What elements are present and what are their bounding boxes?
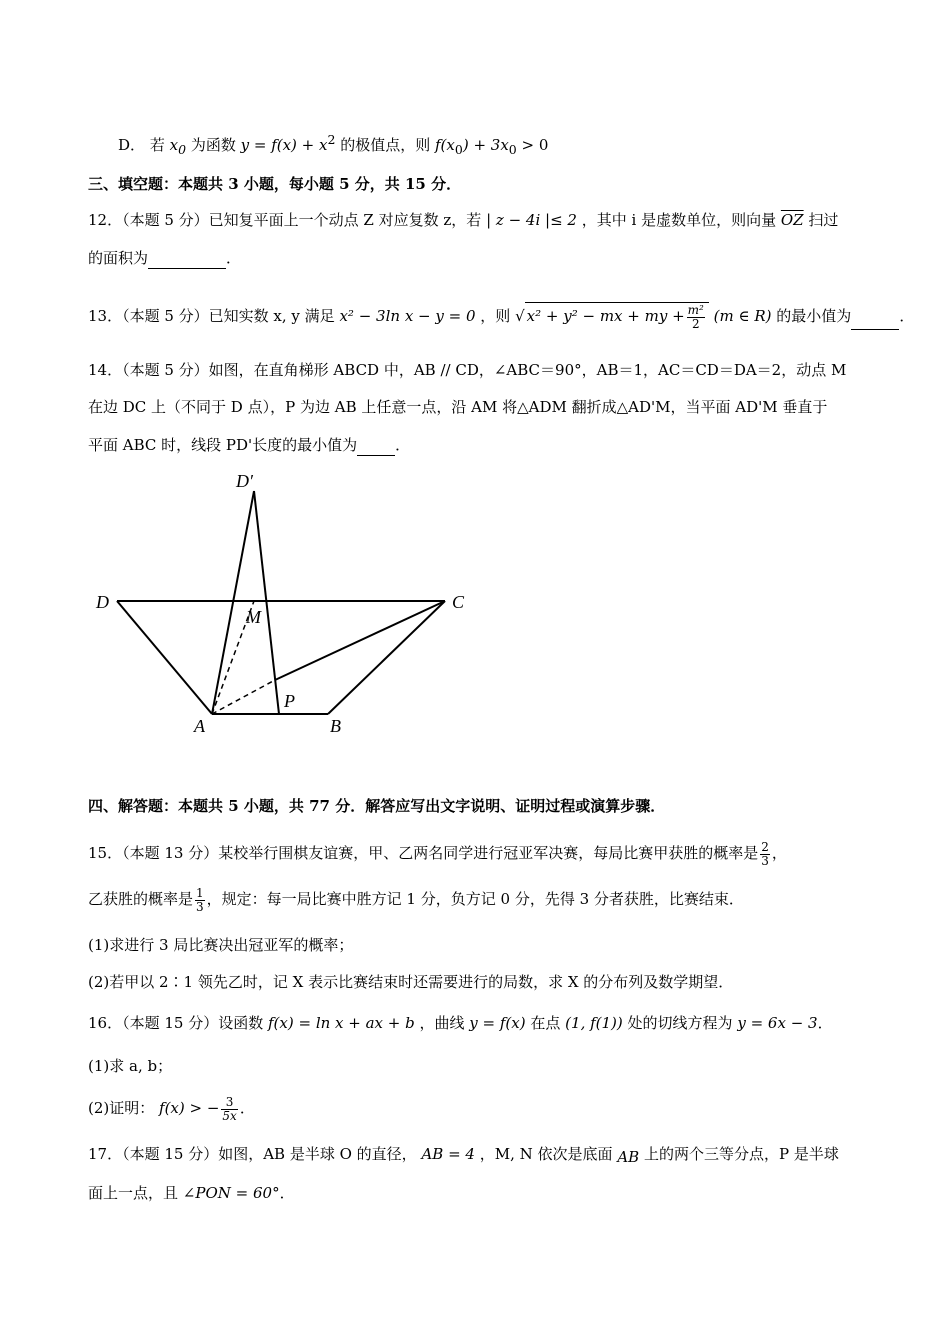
text: ，曲线 [419, 1014, 465, 1032]
label-M: M [246, 607, 261, 627]
text: ． [226, 249, 242, 267]
condition: > 0 [516, 136, 549, 154]
text: 13．（本题 5 分）已知实数 x, y 满足 [88, 307, 335, 325]
formula: f(x) = ln x + ax + b [268, 1014, 415, 1032]
text: (2)证明： [88, 1099, 155, 1117]
formula: x² + y² − mx + my + [526, 307, 685, 325]
text: 处的切线方程为 [627, 1014, 733, 1032]
numerator: 2 [761, 839, 769, 854]
edge-PC [275, 601, 445, 680]
denominator: 3 [761, 853, 769, 868]
q14-line2: 在边 DC 上（不同于 D 点），P 为边 AB 上任意一点，沿 AM 将△ADM 翻折成△AD'M，当平面 AD'M 垂直于 [88, 398, 828, 416]
condition: f(x [435, 136, 455, 154]
section3-title: 三、填空题：本题共 3 小题，每小题 5 分，共 15 分． [88, 175, 462, 193]
formula: f(x) > − [159, 1099, 220, 1117]
q16-line1 [88, 1013, 833, 1033]
q17-line2 [88, 1183, 295, 1203]
text: 的面积为 [88, 249, 149, 267]
label-D-prime: D′ [236, 471, 253, 491]
text: ，则 [480, 307, 511, 325]
edge-DA [117, 601, 212, 714]
denominator: 3 [196, 899, 204, 914]
q17-line1 [88, 1144, 839, 1164]
option-text: 为函数 [190, 136, 236, 154]
text: ， [771, 844, 787, 862]
condition: (m ∈ R) [713, 307, 772, 325]
text: ． [395, 436, 411, 454]
section4-title: 四、解答题：本题共 5 小题，共 77 分．解答应写出文字说明、证明过程或演算步骤． [88, 797, 666, 815]
text: 17．（本题 15 分）如图，AB 是半球 O 的直径， [88, 1145, 417, 1163]
text: 乙获胜的概率是 [88, 890, 194, 908]
label-B: B [330, 716, 341, 736]
edge-BC [328, 601, 445, 714]
formula: (1, f(1)) [565, 1014, 623, 1032]
text: ． [899, 307, 915, 325]
label-C: C [452, 592, 465, 612]
answer-blank [357, 435, 395, 456]
text: 12．（本题 5 分）已知复平面上一个动点 Z 对应复数 z，若 [88, 211, 482, 229]
text: 扫过 [808, 211, 839, 229]
text: 在点 [530, 1014, 561, 1032]
q12-line1 [88, 210, 838, 230]
text: ，其中 i 是虚数单位，则向量 [581, 211, 777, 229]
fraction-one-third [195, 887, 205, 914]
label-D: D [96, 592, 109, 612]
text: 的最小值为 [776, 307, 852, 325]
numerator: 3 [221, 1096, 237, 1110]
q11-option-d: D． 若 $x_0$ 为函数 $y = f(x) + x^2$ 的极值点，则 $f(x_0) + 3x_0 > 0$ [118, 132, 549, 157]
q16-part2 [88, 1093, 255, 1123]
formula: | z − 4i |≤ 2 [486, 211, 577, 229]
x0: $x_0$ [169, 136, 187, 157]
q15-line2 [88, 884, 744, 914]
q14-line3 [88, 435, 410, 456]
text: ． [239, 1099, 255, 1117]
q15-part1: (1)求进行 3 局比赛决出冠亚军的概率； [88, 936, 354, 954]
formula: y = f(x) + x [240, 136, 328, 154]
trapezoid-figure [80, 465, 500, 745]
dashed-AC [212, 680, 275, 714]
q13 [88, 302, 914, 331]
answer-blank [851, 303, 899, 330]
text: 15．（本题 13 分）某校举行围棋友谊赛，甲、乙两名同学进行冠亚军决赛，每局比赛甲获胜的概率是 [88, 844, 759, 862]
answer-blank [148, 248, 226, 269]
text: ． [817, 1014, 833, 1032]
q14-line1: 14．（本题 5 分）如图，在直角梯形 ABCD 中，AB // CD，∠ABC＝90°，AB＝1，AC＝CD＝DA＝2，动点 M [88, 361, 847, 379]
denominator: 2 [691, 316, 700, 331]
text: ，M, N 依次是底面 [479, 1145, 613, 1163]
sqrt-sign: √ [515, 307, 525, 325]
fraction [687, 304, 705, 331]
edge-D-prime-P [254, 491, 279, 714]
formula: y = 6x − 3 [737, 1014, 818, 1032]
q15-line1 [88, 838, 787, 868]
q12-line2 [88, 248, 241, 269]
numerator: m² [687, 302, 704, 317]
q15-part2: (2)若甲以 2∶1 领先乙时，记 X 表示比赛结束时还需要进行的局数，求 X 的分布列及数学期望． [88, 973, 734, 991]
numerator: 1 [196, 885, 204, 900]
formula: AB = 4 [421, 1145, 475, 1163]
option-text: 的极值点，则 [340, 136, 431, 154]
label-A: A [194, 716, 205, 736]
text: 上的两个三等分点，P 是半球 [643, 1145, 839, 1163]
vector-oz: $\overline{OZ}$ [780, 211, 804, 229]
text: ． [279, 1184, 295, 1202]
fraction-two-thirds [760, 841, 770, 868]
formula: x² − 3ln x − y = 0 [339, 307, 476, 325]
text: 面上一点，且 [88, 1184, 179, 1202]
text: 16．（本题 15 分）设函数 [88, 1014, 264, 1032]
condition: ) + 3x [462, 136, 509, 154]
formula: ∠PON = 60° [182, 1184, 280, 1202]
text: ，规定：每一局比赛中胜方记 1 分，负方记 0 分，先得 3 分者获胜，比赛结束． [206, 890, 744, 908]
q16-part1: (1)求 a, b； [88, 1057, 173, 1075]
edge-AD-prime [212, 491, 254, 714]
formula: y = f(x) [469, 1014, 526, 1032]
arc-ab: AB [617, 1148, 640, 1166]
sqrt-body [525, 302, 709, 331]
text: 平面 ABC 时，线段 PD'长度的最小值为 [88, 436, 358, 454]
label-P: P [284, 691, 295, 711]
fraction-3-over-5x [221, 1096, 237, 1123]
option-text: 若 [149, 136, 165, 154]
option-label: D． [118, 136, 146, 154]
denominator: 5x [222, 1108, 237, 1123]
